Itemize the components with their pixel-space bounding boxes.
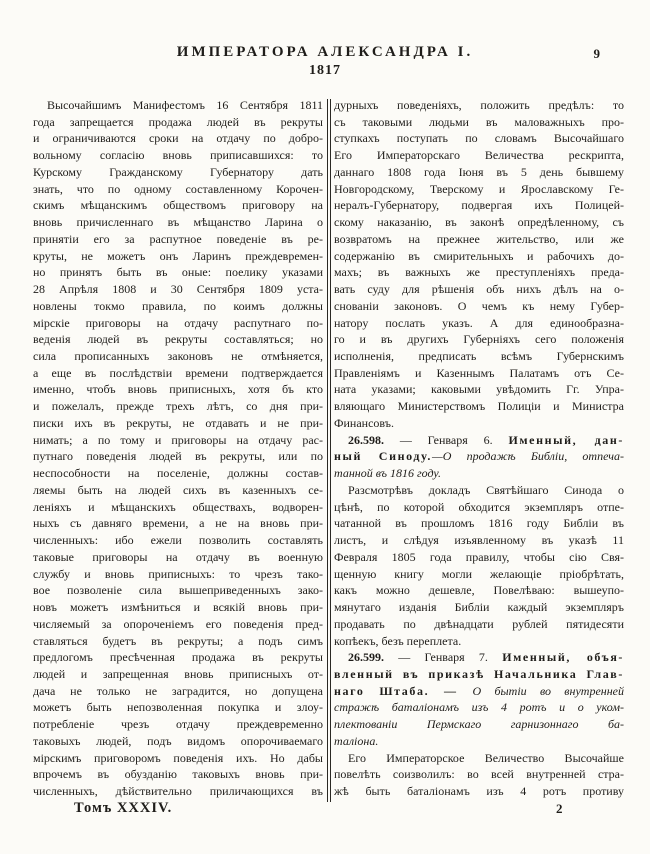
text-line xyxy=(33,666,323,683)
text-segment: ныхъ съ давняго времени, а не на вновь при- xyxy=(33,516,323,531)
text-segment: Высочайшимъ Манифестомъ 16 Сентября 1811 xyxy=(47,98,323,112)
text-segment: снованіи законовъ. О чемъ къ нему Губер- xyxy=(334,298,624,313)
text-line xyxy=(334,415,624,432)
text-segment: неспособности на поселеніе, должны состав- xyxy=(33,466,323,481)
text-segment: сила прописанныхъ законовъ не отмѣняется, xyxy=(33,349,323,364)
text-columns xyxy=(33,97,624,802)
text-segment: повелѣть соизволилъ: во всей внутренней стра- xyxy=(334,767,624,782)
text-segment: ный Синоду. xyxy=(334,449,433,464)
text-line xyxy=(334,315,624,332)
text-segment: даннаго 1808 года Іюня въ 5 день бывшему xyxy=(334,164,624,179)
text-line xyxy=(33,549,323,566)
text-segment: знать, что по одному составленному Корочен- xyxy=(33,181,323,196)
text-line xyxy=(334,432,624,449)
text-line xyxy=(334,181,624,198)
text-line xyxy=(334,197,624,214)
text-line xyxy=(334,549,624,566)
text-line xyxy=(33,130,323,147)
text-line xyxy=(33,465,323,482)
text-segment: Разсмотрѣвъ докладъ Святѣйшаго Синода о xyxy=(348,482,624,497)
text-line xyxy=(334,649,624,666)
text-segment: натору послать указъ. А для единообразна- xyxy=(334,315,624,330)
text-segment: веденія людей въ рекруты составляться; но xyxy=(33,332,323,347)
text-segment: но принятъ быть въ оные: поелику указами xyxy=(33,265,323,280)
text-line xyxy=(334,147,624,164)
text-segment: скимъ мѣщанскимъ обществомъ приговору на xyxy=(33,198,323,213)
text-segment: О бытіи во внутренней xyxy=(472,683,624,698)
text-segment: махъ; въ важныхъ же преступленіяхъ преда- xyxy=(334,265,624,280)
text-line xyxy=(334,448,624,465)
text-line xyxy=(334,398,624,415)
text-segment: ставляться будетъ въ рекруты; а подъ симъ xyxy=(33,633,323,648)
text-segment: вать суду для рѣшенія объ нихъ дѣлъ на о- xyxy=(334,282,624,297)
text-line xyxy=(33,699,323,716)
text-line xyxy=(33,248,323,265)
text-line xyxy=(33,315,323,332)
text-segment: чатанной въ прошломъ 1816 году Библіи въ xyxy=(334,516,624,531)
text-line xyxy=(33,381,323,398)
text-line xyxy=(33,633,323,650)
text-segment: вольному согласію вновь приписавшихся: то xyxy=(33,148,323,163)
text-segment: мянутаго изданія Библіи каждый экземпляръ xyxy=(334,600,624,615)
text-line xyxy=(334,348,624,365)
text-segment: продавать по двѣнадцати рублей пятидесяти xyxy=(334,616,624,631)
text-segment: — Генваря 7. xyxy=(384,650,503,665)
text-line xyxy=(33,750,323,767)
text-line xyxy=(33,716,323,733)
text-segment: дача не только не заградится, но допущена xyxy=(33,683,323,698)
text-line xyxy=(33,164,323,181)
text-segment: 28 Апрѣля 1808 и 30 Сентября 1809 уста- xyxy=(33,282,323,297)
text-segment: ляемы быть на людей сихъ въ казенныхъ се- xyxy=(33,482,323,497)
text-segment: 26.598. xyxy=(348,432,384,447)
text-segment: и пожелалъ, прежде трехъ лѣтъ, со дня при- xyxy=(33,399,323,414)
text-segment: Его Императорское Величество Высочайше xyxy=(348,750,624,765)
text-line xyxy=(33,147,323,164)
text-segment: дурныхъ поведеніяхъ, положить предѣлъ: то xyxy=(334,98,624,112)
text-line xyxy=(33,448,323,465)
text-line xyxy=(334,582,624,599)
text-segment: численныхъ, дѣйствительно приличающихся въ xyxy=(33,784,323,799)
text-line xyxy=(334,130,624,147)
text-line xyxy=(33,783,323,800)
text-segment: принятіи его за распутное поведеніе въ ре- xyxy=(33,231,323,246)
text-line xyxy=(334,733,624,750)
text-line xyxy=(33,532,323,549)
text-line xyxy=(33,733,323,750)
text-line xyxy=(334,214,624,231)
text-line xyxy=(33,181,323,198)
text-segment: наго Штаба. — xyxy=(334,683,473,698)
text-segment: таковыхъ людей, подъ видомъ опорочиваемаго xyxy=(33,733,323,748)
text-segment: содержанію въ смирительныхъ и рабочихъ до- xyxy=(334,248,624,263)
text-segment: численныхъ: ибо ежели позволить составлять xyxy=(33,533,323,548)
text-segment: мірскимъ приговоромъ поведенія ихъ. Но дабы xyxy=(33,750,323,765)
text-segment: леніяхъ и мѣщанскихъ обществахъ, водворен- xyxy=(33,499,323,514)
text-line xyxy=(33,482,323,499)
text-segment: возвратомъ на прежнее жительство, или же xyxy=(334,231,624,246)
text-segment: листъ, и слѣдуя изъявленному въ указѣ 11 xyxy=(334,533,624,548)
right-column xyxy=(334,97,624,802)
text-line xyxy=(33,348,323,365)
text-segment: —О продажѣ Библіи, отпеча- xyxy=(432,449,624,464)
text-line xyxy=(334,599,624,616)
text-line xyxy=(334,499,624,516)
text-line xyxy=(334,248,624,265)
text-segment: исполненія, предписать всѣмъ Губернскимъ xyxy=(334,349,624,364)
volume-label: Томъ XXXIV. xyxy=(74,800,173,816)
text-line xyxy=(33,331,323,348)
text-segment: го и въ другихъ Губерніяхъ сего положенія xyxy=(334,332,624,347)
text-segment: именно, чтобъ вновь приписныхъ, хотя бъ кто xyxy=(33,382,323,397)
text-line xyxy=(334,666,624,683)
text-segment: таліона. xyxy=(334,733,379,748)
text-segment: ната указами; каковыми увѣдомить Гг. Упра- xyxy=(334,382,624,397)
text-line xyxy=(334,264,624,281)
text-segment: Его Императорскаго Величества рескрипта, xyxy=(334,148,624,163)
text-segment: и ограничиваются сроки на отдачу по добро- xyxy=(33,131,323,146)
text-line xyxy=(33,398,323,415)
text-line xyxy=(334,515,624,532)
text-line xyxy=(334,783,624,800)
text-segment: мірскіе приговоры на отдачу распутнаго по- xyxy=(33,315,323,330)
year-heading: 1817 xyxy=(309,63,341,78)
text-segment: числяемый за опороченіемъ его поведенія пред- xyxy=(33,616,323,631)
text-segment: службу и вновь приписныхъ: то чрезъ тако- xyxy=(33,566,323,581)
text-segment: щенную книгу могли желающіе пріобрѣтать, xyxy=(334,566,624,581)
text-segment: копѣекъ, безъ переплета. xyxy=(334,633,462,648)
text-line xyxy=(33,231,323,248)
text-line xyxy=(334,365,624,382)
text-line xyxy=(334,616,624,633)
text-segment: Именный, объя- xyxy=(502,650,624,665)
text-segment: танной въ 1816 году. xyxy=(334,466,442,481)
text-segment: Курскому Гражданскому Губернатору дать xyxy=(33,164,323,179)
text-segment: Именный, дан- xyxy=(508,432,624,447)
text-segment: года запрещается продажа людей въ рекруты xyxy=(33,114,323,129)
text-line xyxy=(33,197,323,214)
text-segment: плектованіи Пермскаго гарнизоннаго ба- xyxy=(334,717,624,732)
text-segment: Февраля 1805 года правилу, чтобы сію Свя- xyxy=(334,549,624,564)
text-line xyxy=(33,264,323,281)
text-line xyxy=(334,683,624,700)
text-line xyxy=(33,766,323,783)
signature-number: 2 xyxy=(556,801,563,816)
text-segment: нералъ-Губернатору, подвергая ихъ Полицей- xyxy=(334,198,624,213)
text-line xyxy=(334,716,624,733)
text-line xyxy=(33,97,323,114)
text-line xyxy=(334,114,624,131)
text-segment: цѣнѣ, по которой обходится экземпляръ отпе- xyxy=(334,499,624,514)
text-segment: предлогомъ пресѣченная продажа въ рекруты xyxy=(33,650,323,665)
text-segment: потребленіе чрезъ отдачу преждевременно xyxy=(33,717,323,732)
text-segment: новлены токмо правила, по коимъ должны xyxy=(33,298,323,313)
text-segment: жѣ быть баталіонамъ изъ 4 ротъ противу xyxy=(334,784,624,799)
text-line xyxy=(33,582,323,599)
text-line xyxy=(33,599,323,616)
text-line xyxy=(33,566,323,583)
text-line xyxy=(334,750,624,767)
text-segment: людей и запрещенная вновь приписныхъ от- xyxy=(33,666,323,681)
left-column xyxy=(33,97,323,802)
page-number: 9 xyxy=(593,46,600,61)
text-segment: таковые приговоры на отдачу въ военную xyxy=(33,549,323,564)
text-line xyxy=(33,281,323,298)
text-segment: можетъ быть непозволенная покупка и злоу- xyxy=(33,700,323,715)
text-segment: съ таковыми людьми въ маловажныхъ про- xyxy=(334,114,624,129)
text-line xyxy=(33,114,323,131)
text-segment: новъ можетъ измѣниться и всякій вновь при- xyxy=(33,600,323,615)
text-line xyxy=(33,683,323,700)
text-segment: Финансовъ. xyxy=(334,415,394,430)
text-segment: 26.599. xyxy=(348,650,384,665)
text-segment: вновь причисленнаго въ мѣщанство Ларина о xyxy=(33,215,323,230)
column-divider-rule xyxy=(327,99,331,802)
text-segment: путнаго поведенія людей въ рекруты, или по xyxy=(33,449,323,464)
text-line xyxy=(33,365,323,382)
text-line xyxy=(334,633,624,650)
text-line xyxy=(33,214,323,231)
text-segment: нимать; а по тому и приговоры на отдачу рас- xyxy=(33,432,323,447)
text-line xyxy=(334,699,624,716)
text-line xyxy=(334,97,624,114)
text-line xyxy=(334,766,624,783)
text-segment: Новгородскому, Тверскому и Ярославскому Ге- xyxy=(334,181,624,196)
text-line xyxy=(334,381,624,398)
text-line xyxy=(334,281,624,298)
text-line xyxy=(33,432,323,449)
text-segment: — Генваря 6. xyxy=(384,432,509,447)
running-title: ИМПЕРАТОРА АЛЕКСАНДРА I. xyxy=(176,44,474,60)
text-line xyxy=(334,482,624,499)
text-segment: Правленіямъ и Казеннымъ Палатамъ отъ Се- xyxy=(334,365,624,380)
text-line xyxy=(33,616,323,633)
text-line xyxy=(334,532,624,549)
text-line xyxy=(33,499,323,516)
text-line xyxy=(334,331,624,348)
text-segment: круты, не можетъ онъ Ларинъ преждевремен- xyxy=(33,248,323,263)
text-line xyxy=(334,231,624,248)
text-line xyxy=(33,415,323,432)
text-segment: вленный въ приказѣ Начальника Глав- xyxy=(334,666,624,681)
text-line xyxy=(334,465,624,482)
text-line xyxy=(334,566,624,583)
text-segment: скому наказанію, въ законѣ опредѣленному, съ xyxy=(334,215,624,230)
text-line xyxy=(334,164,624,181)
text-segment: писки ихъ въ рекруты, не отдавать и не при- xyxy=(33,415,323,430)
text-line xyxy=(33,649,323,666)
text-line xyxy=(33,298,323,315)
text-segment: какъ можно дешевле, Повелѣваю: вышеупо- xyxy=(334,583,624,598)
text-segment: а еще въ послѣдствіи времени подтверждается xyxy=(33,365,323,380)
text-segment: стражѣ баталіонамъ изъ 4 ротъ и о уком- xyxy=(334,700,624,715)
text-segment: ступкахъ поступать по словамъ Высочайшаго xyxy=(334,131,624,146)
text-line xyxy=(33,515,323,532)
text-segment: впрочемъ въ обузданію таковыхъ вновь при- xyxy=(33,767,323,782)
text-line xyxy=(334,298,624,315)
text-segment: вое позволеніе сила вышеприведенныхъ зако- xyxy=(33,583,323,598)
text-segment: вляющаго Министерствомъ Полиціи и Министра xyxy=(334,399,624,414)
